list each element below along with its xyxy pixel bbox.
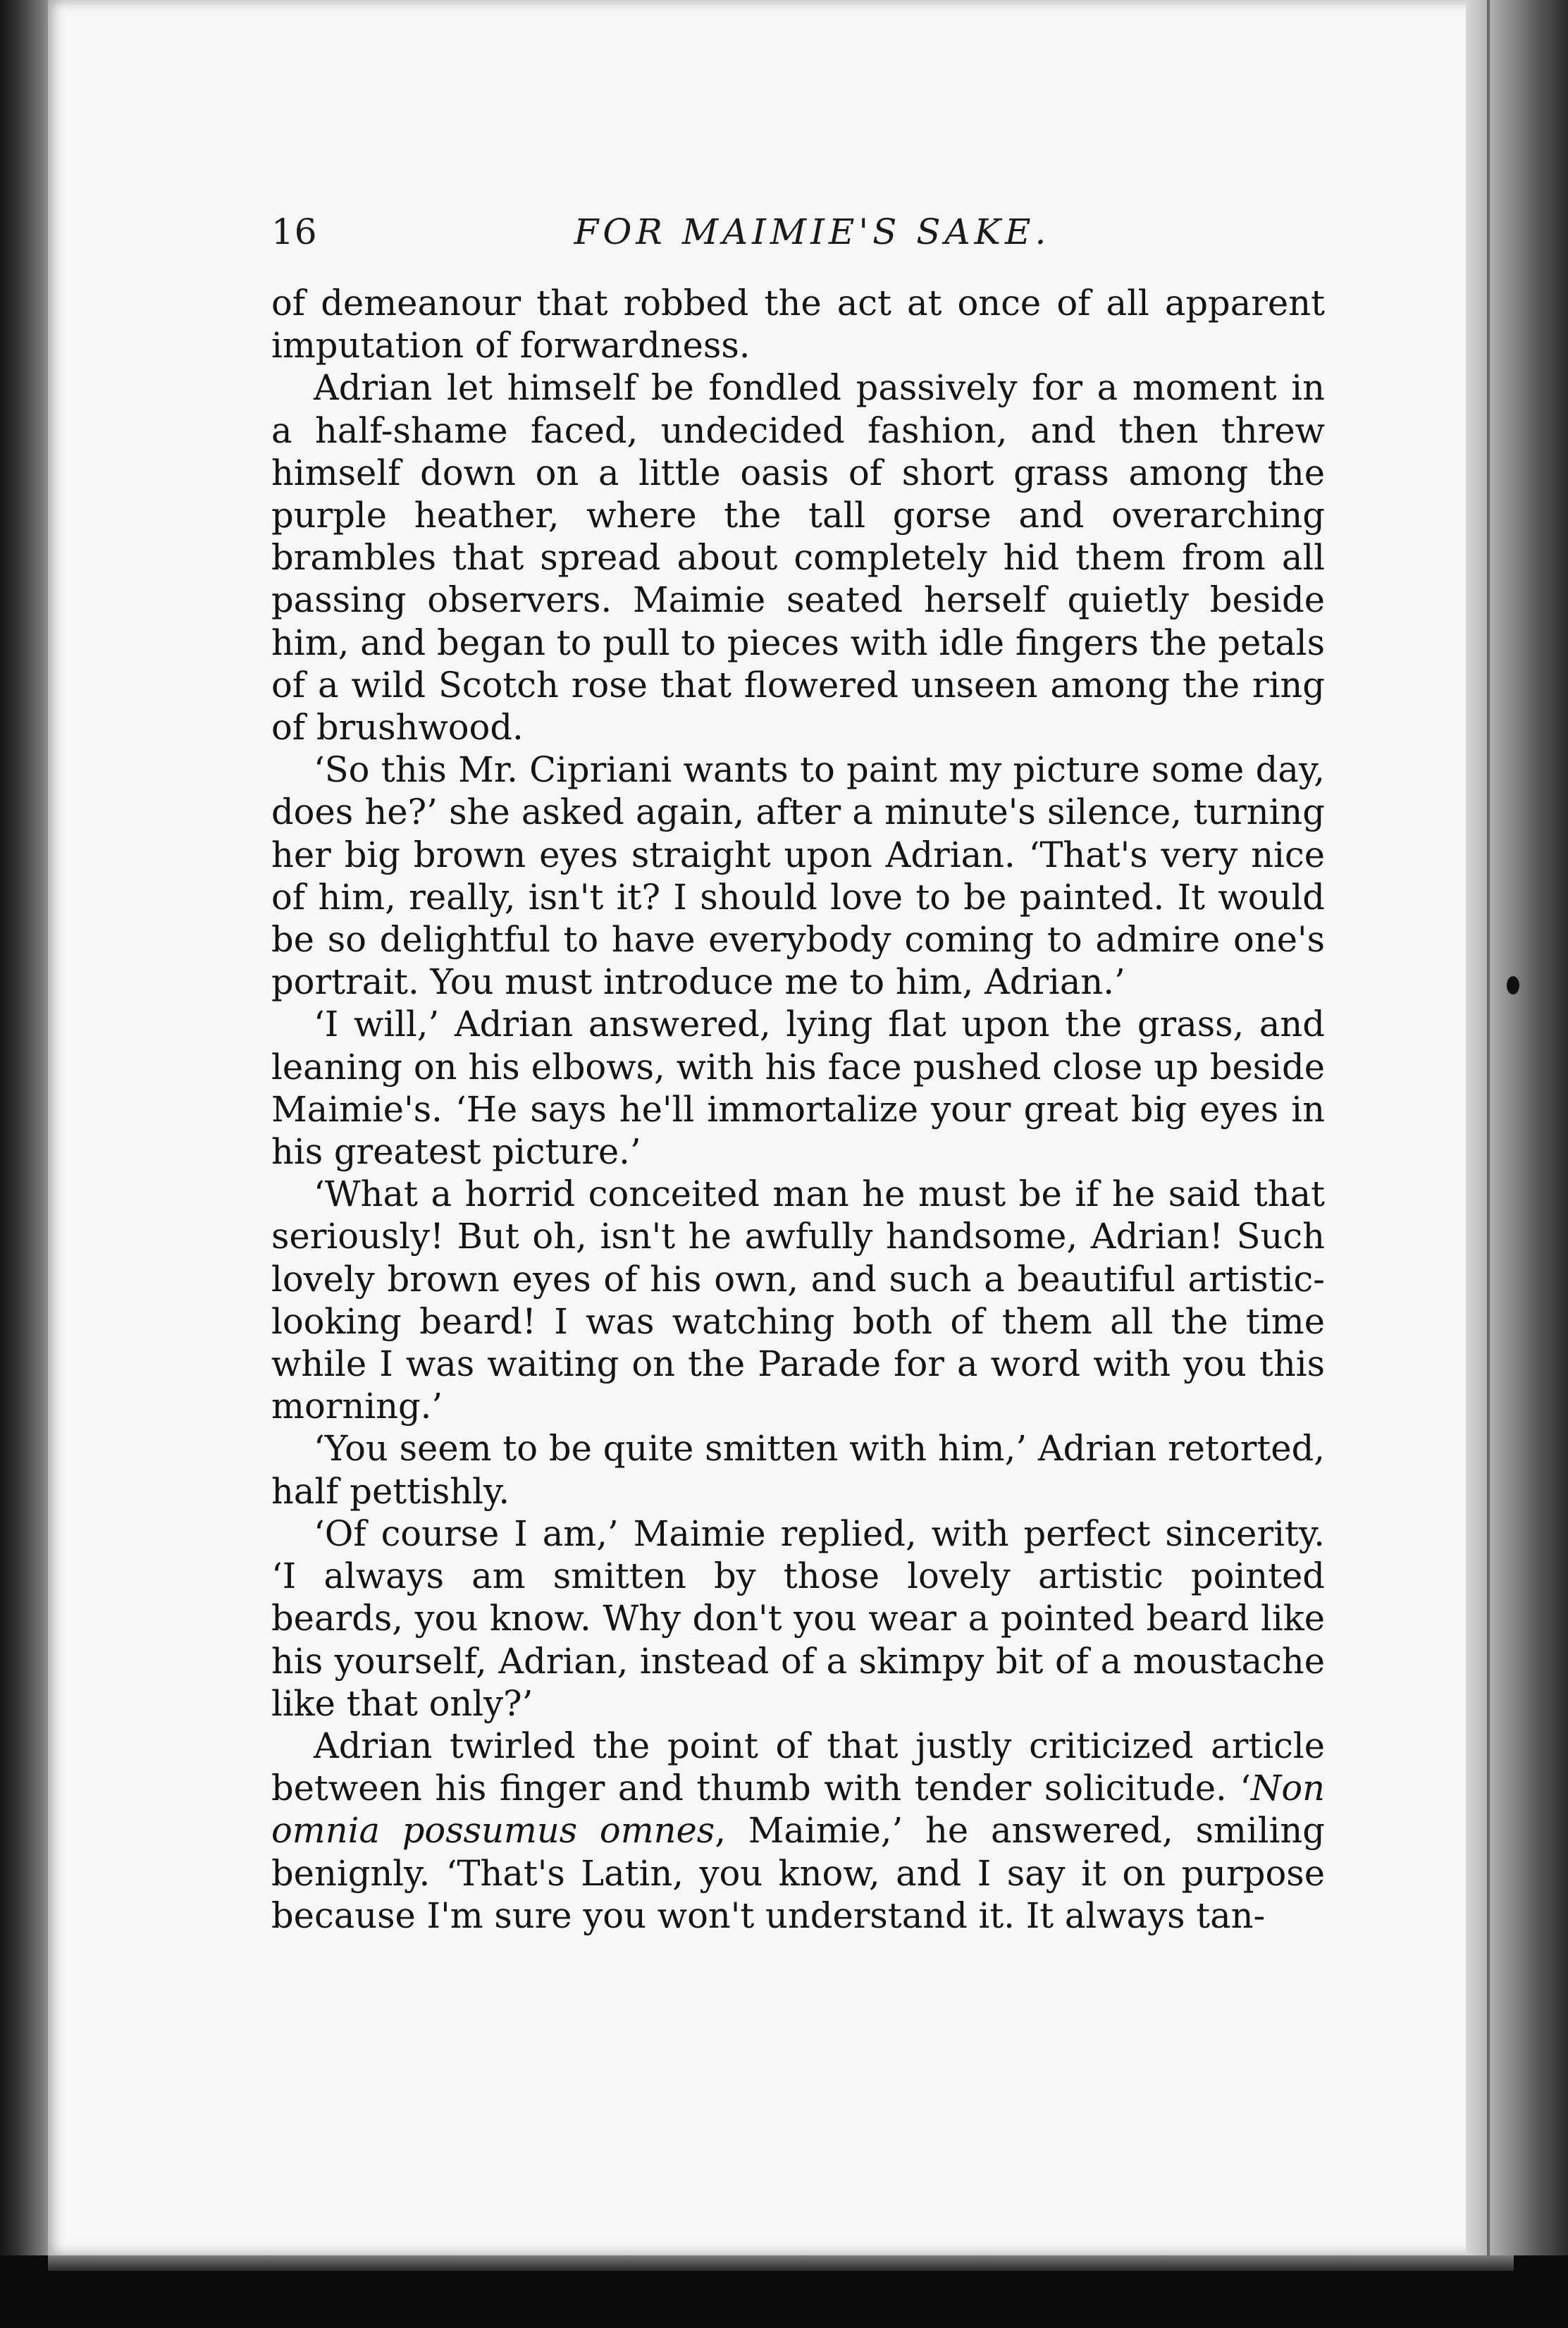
page-number: 16: [271, 211, 318, 252]
paragraph: ‘What a horrid conceited man he must be if he said that seriously! But oh, isn't he awfully handsome, Adrian! Such lovely brown eyes of his own, and such a beautiful artistic-looking beard! I was watching both of them all the time while I was waiting on the Parade for a word with you this morning.’: [271, 1174, 1325, 1427]
book-title: FOR MAIMIE'S SAKE.: [574, 211, 1051, 252]
paragraph: ‘I will,’ Adrian answered, lying flat upon the grass, and leaning on his elbows, with his face pushed close up beside Maimie's. ‘He says he'll immortalize your great big eyes in his greatest picture.’: [271, 1004, 1325, 1173]
paragraph: of demeanour that robbed the act at once of all apparent imputation of forwardness.: [271, 283, 1325, 367]
paragraph-text: , Maimie,’ he answered, smiling benignly. ‘That's Latin, you know, and I say it on purpose because I'm sure you won't understand it. It always tan-: [271, 1810, 1325, 1936]
running-header: [271, 211, 1325, 268]
ink-speck: [1507, 976, 1519, 994]
paragraph: ‘So this Mr. Cipriani wants to paint my picture some day, does he?’ she asked again, after a minute's silence, turning her big brown eyes straight upon Adrian. ‘That's very nice of him, really, isn't it? I should love to be painted. It would be so delightful to have everybody coming to admire one's portrait. You must introduce me to him, Adrian.’: [271, 749, 1325, 1003]
paragraph: ‘You seem to be quite smitten with him,’ Adrian retorted, half pettishly.: [271, 1428, 1325, 1512]
latin-phrase: Non omnia possumus omnes: [271, 1768, 1325, 1852]
body-text: [271, 282, 1325, 1937]
paragraph: ‘Of course I am,’ Maimie replied, with perfect sincerity. ‘I always am smitten by those lovely artistic pointed beards, you know. Why don't you wear a pointed beard like his yourself, Adrian, instead of a skimpy bit of a moustache like that only?’: [271, 1513, 1325, 1724]
scan-bottom-border: [0, 2255, 1568, 2328]
paragraph-text: Adrian twirled the point of that justly criticized article between his finger and thumb with tender solicitude. ‘: [271, 1725, 1325, 1809]
paragraph-last: [271, 1725, 1325, 1937]
paragraph: Adrian let himself be fondled passively for a moment in a half-shame faced, undecided fashion, and then threw himself down on a little oasis of short grass among the purple heather, where the tall gorse and overarching brambles that spread about completely hid them from all passing observers. Maimie seated herself quietly beside him, and began to pull to pieces with idle fingers the petals of a wild Scotch rose that flowered unseen among the ring of brushwood.: [271, 367, 1325, 749]
book-binding-gutter: [0, 0, 51, 2328]
page-stack-edge: [1466, 0, 1568, 2266]
